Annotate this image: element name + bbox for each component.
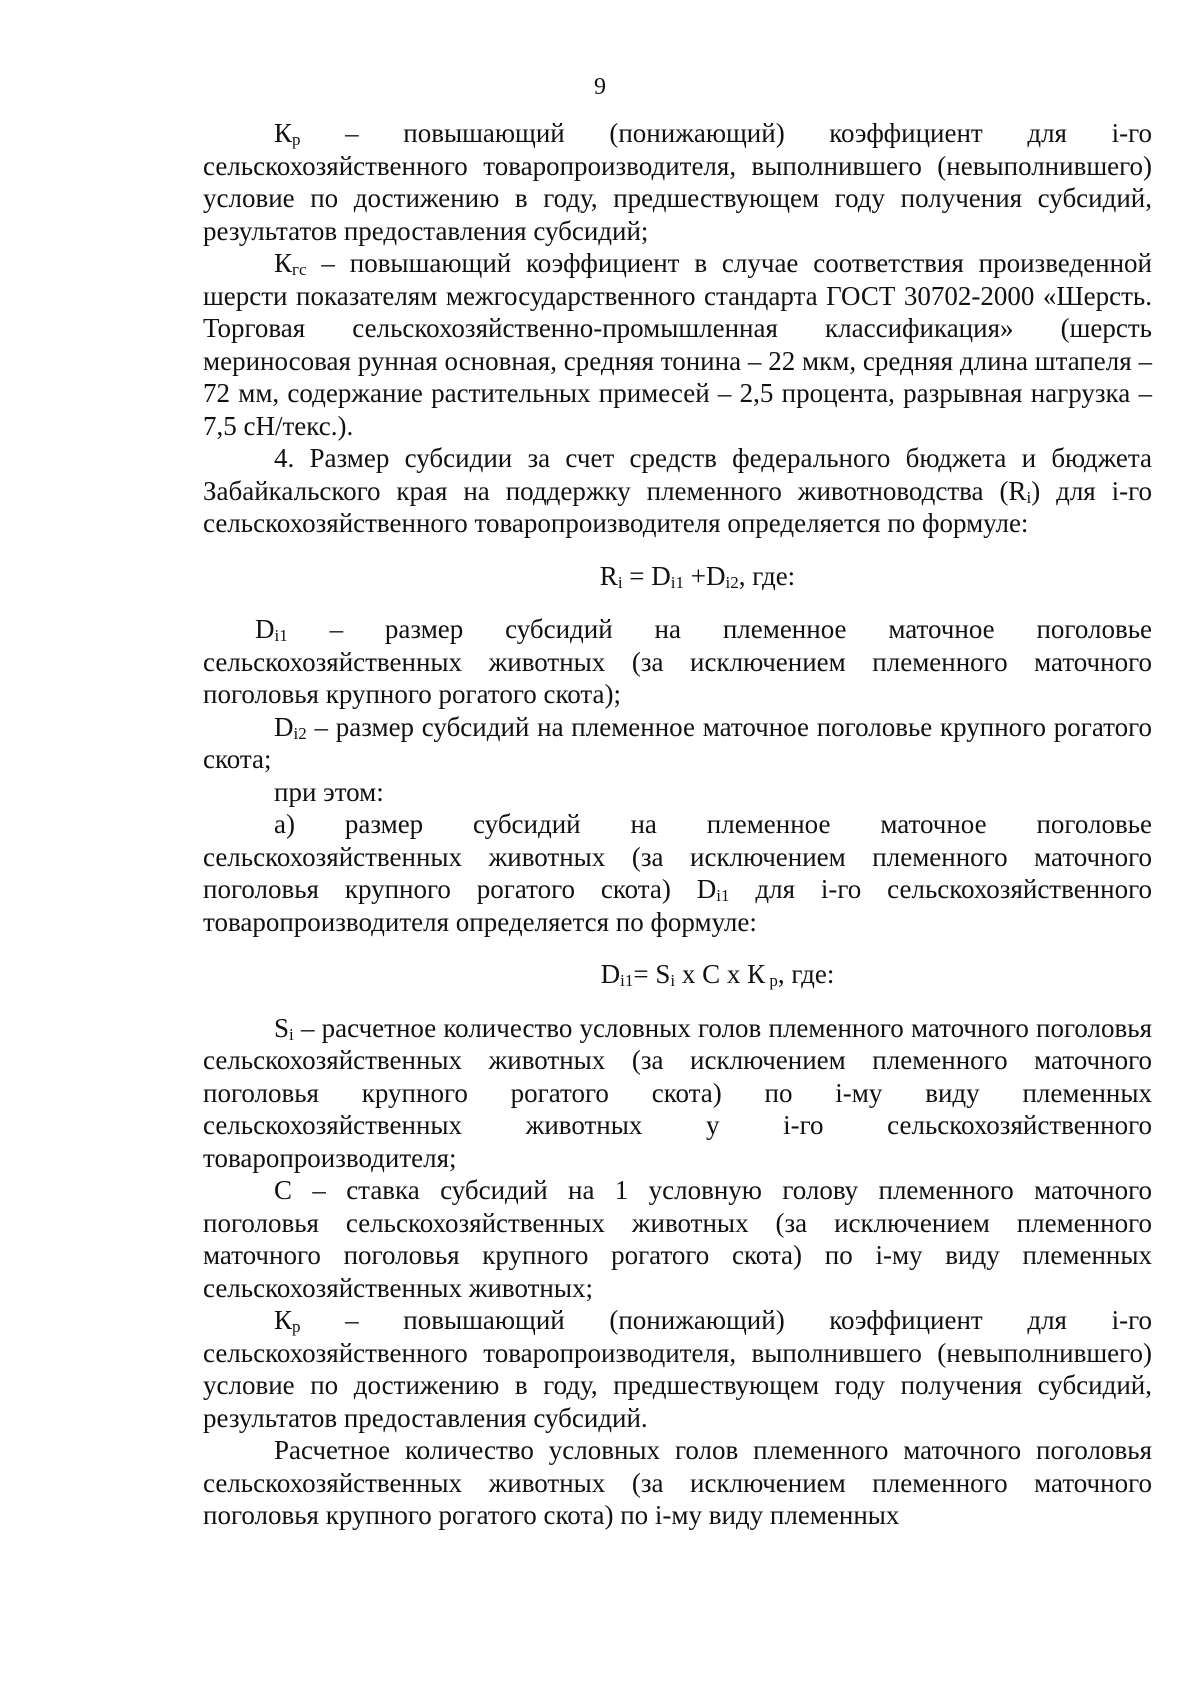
symbol: К (274, 118, 293, 148)
document-body (203, 117, 1152, 1532)
formula-symbol: +D (684, 560, 726, 591)
symbol-subscript: р (292, 130, 301, 149)
symbol-subscript: р (292, 1317, 301, 1336)
symbol-subscript: i1 (274, 626, 288, 645)
paragraph-di2-definition (203, 711, 1152, 776)
page-number: 9 (594, 74, 606, 100)
symbol-subscript: i (1026, 487, 1032, 507)
formula-tail: , где: (777, 959, 835, 989)
formula-subscript: i (617, 572, 623, 592)
symbol: S (274, 1012, 290, 1043)
formula-symbol: = S (633, 959, 671, 989)
paragraph-di1-definition (203, 613, 1152, 711)
formula-ri (203, 540, 1152, 614)
formula-symbol: R (599, 560, 618, 591)
symbol-subscript: i (289, 1024, 294, 1044)
paragraph-text: а) размер субсидий на племенное маточное поголовье сельскохозяйственных животных (за исключением племенного маточного поголовья крупного рогатого скота) D (203, 809, 1152, 904)
paragraph-text: – повышающий (понижающий) коэффициент для i-го сельскохозяйственного товаропроизводителя, выполнившего (невыполнившего) условие по достижению в году, предшествующем году получения субсидий, результатов предоставления субсидий. (203, 1305, 1152, 1433)
formula-di1 (203, 938, 1152, 1012)
paragraph-kp-definition (203, 117, 1152, 247)
formula-subscript: i1 (670, 572, 685, 592)
paragraph-text: для i-го сельскохозяйственного товаропроизводителя определяется по формуле: (203, 874, 1152, 937)
symbol-subscript: гс (292, 260, 307, 279)
paragraph-text: 4. Размер субсидии за счет средств федерального бюджета и бюджета Забайкальского края на поддержку племенного животноводства (R (203, 443, 1152, 506)
paragraph-kp-definition-2 (203, 1304, 1152, 1434)
formula-subscript: i (670, 971, 676, 990)
paragraph-text: при этом: (274, 776, 384, 807)
symbol: D (274, 711, 294, 742)
formula-symbol: х С х К (675, 959, 766, 989)
paragraph-c-definition (203, 1174, 1152, 1304)
paragraph-text: – размер субсидий на племенное маточное поголовье крупного рогатого скота; (203, 711, 1152, 774)
formula-subscript: i1 (620, 971, 634, 990)
paragraph-calculation (203, 1434, 1152, 1532)
paragraph-text: С – ставка субсидий на 1 условную голову племенного маточного поголовья сельскохозяйственных животных (за исключением племенного маточного поголовья крупного рогатого скота) по i-му виду племенных сельскохозяйственных животных; (203, 1175, 1152, 1303)
paragraph-kgs-definition (203, 247, 1152, 442)
paragraph-text: – повышающий коэффициент в случае соответствия произведенной шерсти показателям межгосударственного стандарта ГОСТ 30702-2000 «Шерсть. Торговая сельскохозяйственно-промышленная классификация» (шерсть мериносовая рунная основная, средняя тонина – 22 мкм, средняя длина штапеля – 72 мм, содержание растительных примесей – 2,5 процента, разрывная нагрузка – 7,5 сН/текс.). (203, 248, 1152, 441)
formula-subscript: р (765, 971, 778, 990)
paragraph-pri-etom (203, 776, 1152, 809)
symbol: К (274, 248, 293, 278)
paragraph-text: – повышающий (понижающий) коэффициент для i-го сельскохозяйственного товаропроизводителя, выполнившего (невыполнившего) условие по достижению в году, предшествующем году получения субсидий, результатов предоставления субсидий; (203, 118, 1152, 246)
formula-symbol: = D (622, 560, 671, 591)
paragraph-item-4 (203, 442, 1152, 540)
paragraph-subitem-a (203, 808, 1152, 938)
paragraph-si-definition (203, 1012, 1152, 1175)
symbol: D (255, 614, 275, 644)
symbol-subscript: i1 (716, 886, 730, 905)
paragraph-text: – размер субсидий на племенное маточное поголовье сельскохозяйственных животных (за исключением племенного маточного поголовья крупного рогатого скота); (203, 614, 1152, 709)
symbol-subscript: i2 (293, 723, 307, 743)
formula-tail: , где: (738, 560, 796, 591)
paragraph-text: – расчетное количество условных голов племенного маточного поголовья сельскохозяйственных животных (за исключением племенного маточного поголовья крупного рогатого скота) по i-му виду племенных сельскохозяйственных животных у i-го сельскохозяйственного товаропроизводителя; (203, 1012, 1152, 1173)
paragraph-text: ) для i-го сельскохозяйственного товаропроизводителя определяется по формуле: (203, 475, 1153, 538)
formula-symbol: D (600, 959, 621, 989)
symbol: К (274, 1305, 293, 1335)
formula-subscript: i2 (725, 572, 739, 592)
paragraph-text: Расчетное количество условных голов племенного маточного поголовья сельскохозяйственных животных (за исключением племенного маточного поголовья крупного рогатого скота) по i-му виду племенных (203, 1435, 1152, 1530)
